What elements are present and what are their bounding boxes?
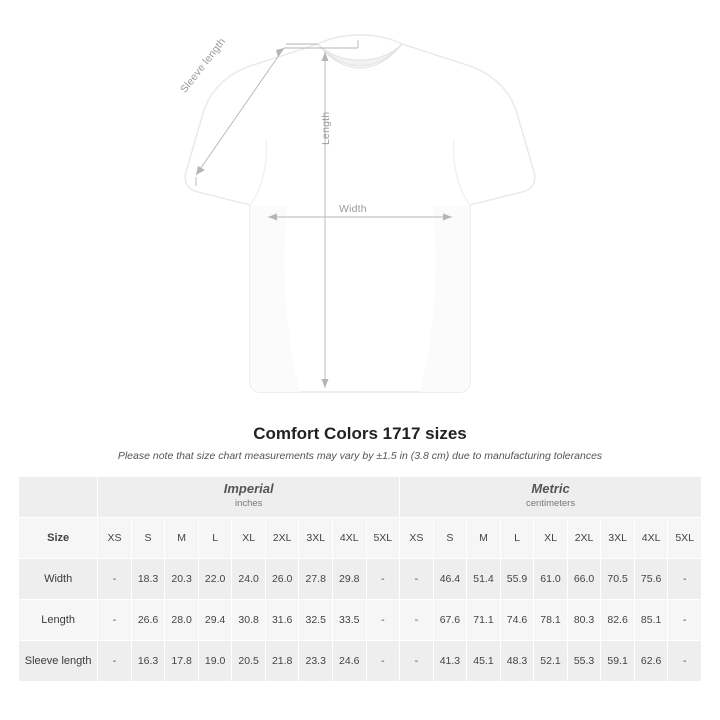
sleeve-length-label: Sleeve length — [178, 35, 229, 96]
cell-sleeve-imperial-5xl: - — [366, 641, 400, 682]
unit-metric-system: Metric — [531, 481, 570, 497]
cell-length-imperial-m: 28.0 — [165, 600, 199, 641]
cell-sleeve-imperial-m: 17.8 — [165, 641, 199, 682]
cell-width-metric-5xl: - — [668, 559, 702, 600]
table-row — [19, 559, 702, 600]
cell-sleeve-metric-xl: 52.1 — [534, 641, 568, 682]
cell-sleeve-imperial-xs: - — [98, 641, 132, 682]
size-header-metric-xl: XL — [534, 518, 568, 559]
cell-length-metric-s: 67.6 — [433, 600, 467, 641]
size-header-metric-xs: XS — [400, 518, 434, 559]
size-header-label: Size — [19, 518, 98, 559]
cell-length-imperial-2xl: 31.6 — [265, 600, 299, 641]
cell-width-imperial-xs: - — [98, 559, 132, 600]
unit-imperial-unit: inches — [234, 498, 263, 510]
size-header-imperial-5xl: 5XL — [366, 518, 400, 559]
cell-sleeve-metric-4xl: 62.6 — [634, 641, 668, 682]
cell-length-imperial-xl: 30.8 — [232, 600, 266, 641]
cell-sleeve-metric-l: 48.3 — [500, 641, 534, 682]
cell-length-imperial-xs: - — [98, 600, 132, 641]
cell-width-metric-xs: - — [400, 559, 434, 600]
unit-imperial-cell — [98, 477, 400, 518]
cell-length-imperial-5xl: - — [366, 600, 400, 641]
unit-band-row — [19, 477, 702, 518]
table-row — [19, 641, 702, 682]
cell-length-metric-4xl: 85.1 — [634, 600, 668, 641]
cell-width-metric-l: 55.9 — [500, 559, 534, 600]
cell-sleeve-imperial-3xl: 23.3 — [299, 641, 333, 682]
cell-width-metric-m: 51.4 — [467, 559, 501, 600]
size-header-imperial-4xl: 4XL — [332, 518, 366, 559]
cell-sleeve-imperial-4xl: 24.6 — [332, 641, 366, 682]
cell-length-metric-3xl: 82.6 — [601, 600, 635, 641]
cell-width-imperial-2xl: 26.0 — [265, 559, 299, 600]
tolerance-note: Please note that size chart measurements may vary by ±1.5 in (3.8 cm) due to manufacturing tolerances — [117, 450, 603, 462]
cell-length-imperial-s: 26.6 — [131, 600, 165, 641]
row-label-width: Width — [19, 559, 98, 600]
cell-length-imperial-4xl: 33.5 — [332, 600, 366, 641]
cell-width-imperial-l: 22.0 — [198, 559, 232, 600]
cell-width-metric-3xl: 70.5 — [601, 559, 635, 600]
size-table — [18, 476, 702, 682]
size-table-wrap — [0, 476, 720, 682]
size-header-imperial-m: M — [165, 518, 199, 559]
table-row — [19, 600, 702, 641]
cell-width-metric-s: 46.4 — [433, 559, 467, 600]
cell-sleeve-metric-3xl: 59.1 — [601, 641, 635, 682]
cell-sleeve-imperial-xl: 20.5 — [232, 641, 266, 682]
cell-length-metric-l: 74.6 — [500, 600, 534, 641]
cell-sleeve-metric-5xl: - — [668, 641, 702, 682]
unit-metric-cell — [400, 477, 702, 518]
size-header-imperial-2xl: 2XL — [265, 518, 299, 559]
cell-length-imperial-3xl: 32.5 — [299, 600, 333, 641]
cell-length-imperial-l: 29.4 — [198, 600, 232, 641]
title-block — [0, 424, 720, 462]
cell-length-metric-xs: - — [400, 600, 434, 641]
cell-length-metric-xl: 78.1 — [534, 600, 568, 641]
cell-length-metric-2xl: 80.3 — [567, 600, 601, 641]
size-header-metric-5xl: 5XL — [668, 518, 702, 559]
cell-sleeve-imperial-l: 19.0 — [198, 641, 232, 682]
cell-sleeve-metric-m: 45.1 — [467, 641, 501, 682]
unit-metric-unit: centimeters — [526, 498, 576, 510]
cell-sleeve-imperial-s: 16.3 — [131, 641, 165, 682]
size-header-metric-4xl: 4XL — [634, 518, 668, 559]
size-header-imperial-s: S — [131, 518, 165, 559]
size-header-imperial-xs: XS — [98, 518, 132, 559]
cell-width-imperial-5xl: - — [366, 559, 400, 600]
cell-width-metric-4xl: 75.6 — [634, 559, 668, 600]
size-header-metric-l: L — [500, 518, 534, 559]
cell-sleeve-metric-2xl: 55.3 — [567, 641, 601, 682]
row-label-length: Length — [19, 600, 98, 641]
size-header-metric-3xl: 3XL — [601, 518, 635, 559]
cell-width-imperial-4xl: 29.8 — [332, 559, 366, 600]
width-label: Width — [339, 203, 367, 215]
size-header-imperial-xl: XL — [232, 518, 266, 559]
size-header-metric-m: M — [467, 518, 501, 559]
length-label: Length — [320, 111, 332, 145]
cell-width-metric-xl: 61.0 — [534, 559, 568, 600]
size-header-metric-2xl: 2XL — [567, 518, 601, 559]
unit-imperial-system: Imperial — [223, 481, 274, 497]
cell-width-imperial-m: 20.3 — [165, 559, 199, 600]
unit-band-corner — [19, 477, 98, 518]
cell-width-metric-2xl: 66.0 — [567, 559, 601, 600]
page-title: Comfort Colors 1717 sizes — [253, 424, 467, 443]
row-label-sleeve-length: Sleeve length — [19, 641, 98, 682]
cell-sleeve-metric-xs: - — [400, 641, 434, 682]
cell-width-imperial-3xl: 27.8 — [299, 559, 333, 600]
cell-sleeve-imperial-2xl: 21.8 — [265, 641, 299, 682]
size-header-metric-s: S — [433, 518, 467, 559]
cell-sleeve-metric-s: 41.3 — [433, 641, 467, 682]
size-header-imperial-l: L — [198, 518, 232, 559]
cell-length-metric-m: 71.1 — [467, 600, 501, 641]
size-header-row — [19, 518, 702, 559]
cell-width-imperial-xl: 24.0 — [232, 559, 266, 600]
cell-width-imperial-s: 18.3 — [131, 559, 165, 600]
size-header-imperial-3xl: 3XL — [299, 518, 333, 559]
cell-length-metric-5xl: - — [668, 600, 702, 641]
